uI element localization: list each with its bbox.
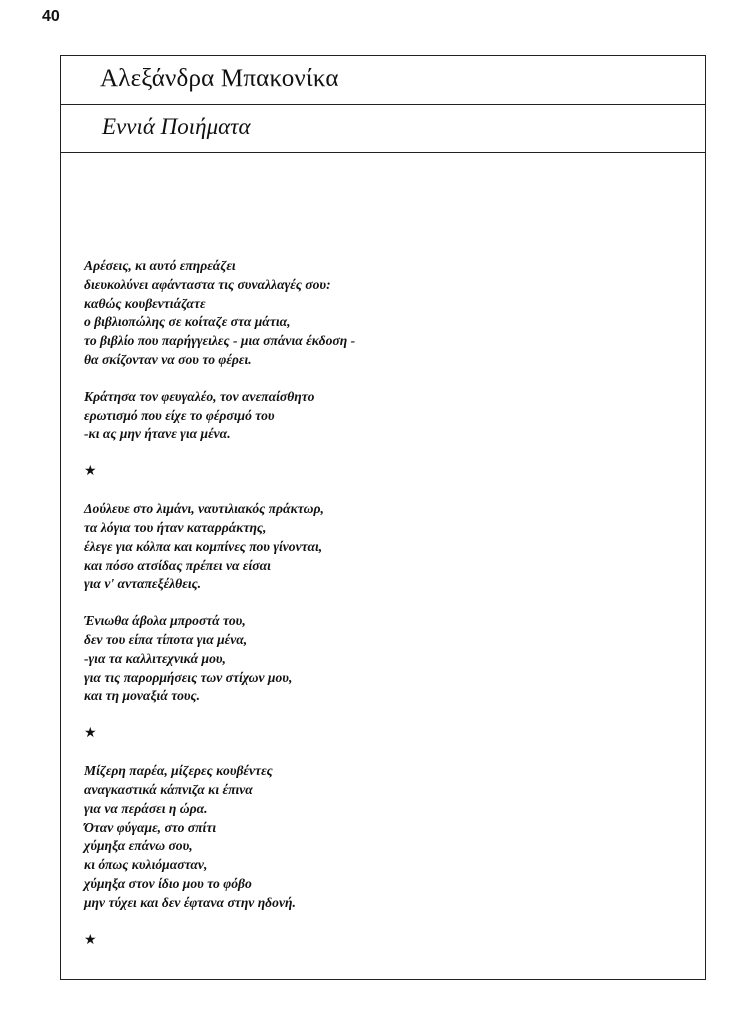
poem	[84, 762, 684, 912]
poem-line: και πόσο ατσίδας πρέπει να είσαι	[84, 557, 271, 573]
stanza	[84, 500, 684, 594]
poem-line: Δούλευε στο λιμάνι, ναυτιλιακός πράκτωρ,	[84, 501, 324, 517]
star-separator-icon: ★	[84, 725, 97, 742]
title-row	[61, 105, 705, 153]
poems-body	[84, 257, 684, 969]
poem-line: ο βιβλιοπώλης σε κοίταζε στα μάτια,	[84, 314, 291, 330]
star-separator-icon: ★	[84, 931, 97, 948]
poem-line: για τις παρορμήσεις των στίχων μου,	[84, 669, 293, 685]
poem-line: δεν του είπα τίποτα για μένα,	[84, 631, 248, 647]
poem-line: -για τα καλλιτεχνικά μου,	[84, 650, 226, 666]
poem-line: καθώς κουβεντιάζατε	[84, 295, 206, 311]
poem-line: ερωτισμό που είχε το φέρσιμό του	[84, 407, 275, 423]
poem-line: Όταν φύγαμε, στο σπίτι	[84, 819, 217, 835]
poem-line: μην τύχει και δεν έφτανα στην ηδονή.	[84, 894, 296, 910]
poem-line: χύμηξα στον ίδιο μου το φόβο	[84, 875, 252, 891]
stanza	[84, 257, 684, 370]
author-name: Αλεξάνδρα Μπακονίκα	[100, 65, 339, 92]
poem-line: κι όπως κυλιόμασταν,	[84, 857, 208, 873]
poem-frame	[60, 55, 706, 980]
page-number: 40	[42, 8, 60, 25]
poem-line: τα λόγια του ήταν καταρράκτης,	[84, 519, 267, 535]
poem-line: έλεγε για κόλπα και κομπίνες που γίνονται,	[84, 538, 323, 554]
poem-line: αναγκαστικά κάπνιζα κι έπινα	[84, 781, 253, 797]
poem	[84, 500, 684, 706]
stanza	[84, 762, 684, 912]
poem-line: το βιβλίο που παρήγγειλες - μια σπάνια έκδοση -	[84, 333, 356, 349]
poem-line: -κι ας μην ήτανε για μένα.	[84, 426, 231, 442]
poem-line: για ν' ανταπεξέλθεις.	[84, 576, 202, 592]
star-separator-icon: ★	[84, 463, 97, 480]
author-row	[61, 56, 705, 105]
poem-line: Ένιωθα άβολα μπροστά του,	[84, 613, 246, 629]
poem-line: διευκολύνει αφάνταστα τις συναλλαγές σου:	[84, 276, 331, 292]
stanza	[84, 612, 684, 706]
poem-line: για να περάσει η ώρα.	[84, 800, 208, 816]
stanza	[84, 388, 684, 444]
poem-line: Μίζερη παρέα, μίζερες κουβέντες	[84, 763, 273, 779]
collection-title: Εννιά Ποιήματα	[102, 114, 251, 139]
poem-line: θα σκίζονταν να σου το φέρει.	[84, 351, 252, 367]
poem-line: και τη μοναξιά τους.	[84, 688, 200, 704]
poem-line: χύμηξα επάνω σου,	[84, 838, 193, 854]
poem-line: Αρέσεις, κι αυτό επηρεάζει	[84, 258, 236, 273]
poem	[84, 257, 684, 444]
poem-line: Κράτησα τον φευγαλέο, τον ανεπαίσθητο	[84, 388, 315, 404]
